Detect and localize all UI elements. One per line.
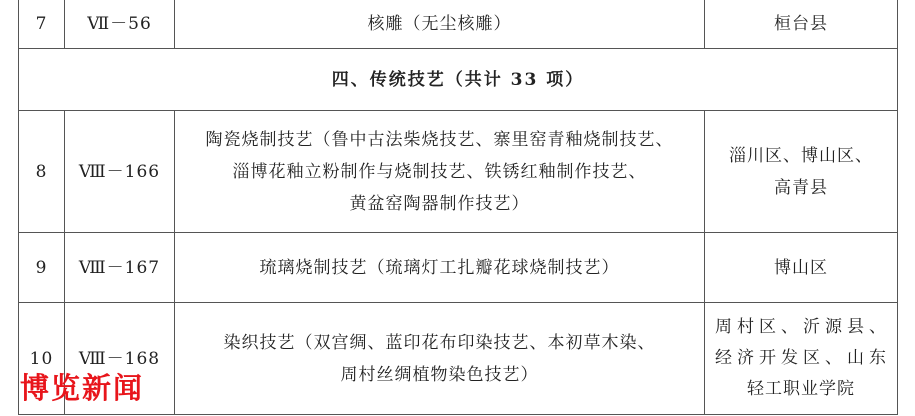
location-line: 经济开发区、山东	[715, 348, 887, 368]
project-name-line: 核雕（无尘核雕）	[367, 13, 512, 34]
location-line: 淄川区、博山区、	[729, 145, 873, 166]
project-code: Ⅷ－166	[65, 111, 175, 233]
project-name-line: 黄盆窑陶器制作技艺）	[349, 193, 530, 214]
watermark-logo: 博览新闻	[20, 371, 145, 405]
location	[705, 303, 898, 415]
table-row	[19, 303, 898, 415]
table-row	[19, 233, 898, 303]
project-name	[175, 303, 705, 415]
location	[705, 233, 898, 303]
location	[705, 0, 898, 49]
location-line: 轻工职业学院	[747, 379, 855, 399]
project-name-line: 陶瓷烧制技艺（鲁中古法柴烧技艺、寨里窑青釉烧制技艺、	[205, 129, 674, 150]
project-code: Ⅷ－167	[65, 233, 175, 303]
row-number: 9	[19, 233, 65, 303]
table-row	[19, 111, 898, 233]
project-name-line: 周村丝绸植物染色技艺）	[340, 364, 539, 385]
heritage-table	[18, 0, 898, 415]
row-number: 7	[19, 0, 65, 49]
table-row	[19, 0, 898, 49]
row-number: 8	[19, 111, 65, 233]
location-line: 高青县	[774, 177, 828, 198]
row-number: 10	[19, 303, 65, 415]
project-name	[175, 233, 705, 303]
location-line: 周村区、沂源县、	[715, 317, 887, 337]
location-line: 博山区	[774, 257, 828, 278]
project-name	[175, 0, 705, 49]
section-header: 四、传统技艺（共计 33 项）	[19, 49, 898, 111]
project-name-line: 淄博花釉立粉制作与烧制技艺、铁锈红釉制作技艺、	[232, 161, 647, 182]
project-code: Ⅷ－168	[65, 303, 175, 415]
project-code: Ⅶ－56	[65, 0, 175, 49]
project-name-line: 染织技艺（双宫绸、蓝印花布印染技艺、本初草木染、	[223, 332, 656, 353]
location-line: 桓台县	[774, 13, 828, 34]
project-name	[175, 111, 705, 233]
project-name-line: 琉璃烧制技艺（琉璃灯工扎瓣花球烧制技艺）	[259, 257, 620, 278]
location	[705, 111, 898, 233]
section-row	[19, 49, 898, 111]
